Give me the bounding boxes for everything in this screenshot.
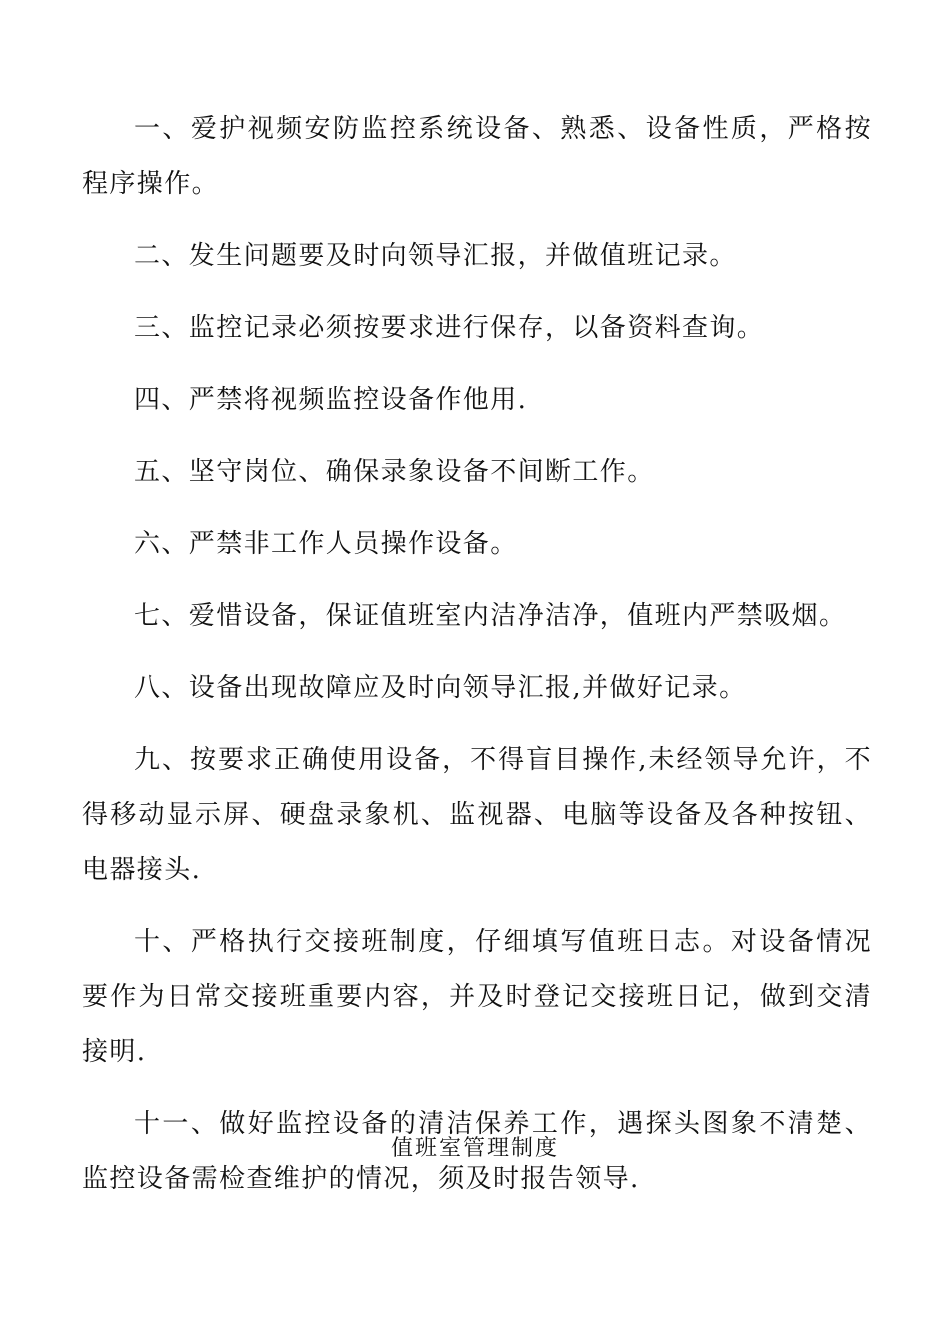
rule-7: 七、爱惜设备，保证值班室内洁净洁净，值班内严禁吸烟。 [134, 601, 847, 631]
document-body [82, 102, 872, 1224]
rule-11: 十一、做好监控设备的清洁保养工作，遇探头图象不清楚、监控设备需检查维护的情况，须及时报告领导. [82, 1109, 872, 1194]
rule-6: 六、严禁非工作人员操作设备。 [134, 529, 518, 559]
rule-1: 一、爱护视频安防监控系统设备、熟悉、设备性质，严格按程序操作。 [82, 114, 872, 199]
rule-8: 八、设备出现故障应及时向领导汇报,并做好记录。 [134, 673, 747, 703]
rule-3: 三、监控记录必须按要求进行保存，以备资料查询。 [134, 313, 765, 343]
rule-5: 五、坚守岗位、确保录象设备不间断工作。 [134, 457, 655, 487]
rule-9: 九、按要求正确使用设备，不得盲目操作,未经领导允许，不得移动显示屏、硬盘录象机、监视器、电脑等设备及各种按钮、电器接头. [82, 745, 872, 885]
rule-4: 四、严禁将视频监控设备作他用. [134, 385, 528, 415]
section-title: 值班室管理制度 [390, 1136, 559, 1161]
rule-2: 二、发生问题要及时向领导汇报，并做值班记录。 [134, 241, 737, 271]
rule-10: 十、严格执行交接班制度，仔细填写值班日志。对设备情况要作为日常交接班重要内容，并及时登记交接班日记，做到交清接明. [82, 927, 872, 1067]
